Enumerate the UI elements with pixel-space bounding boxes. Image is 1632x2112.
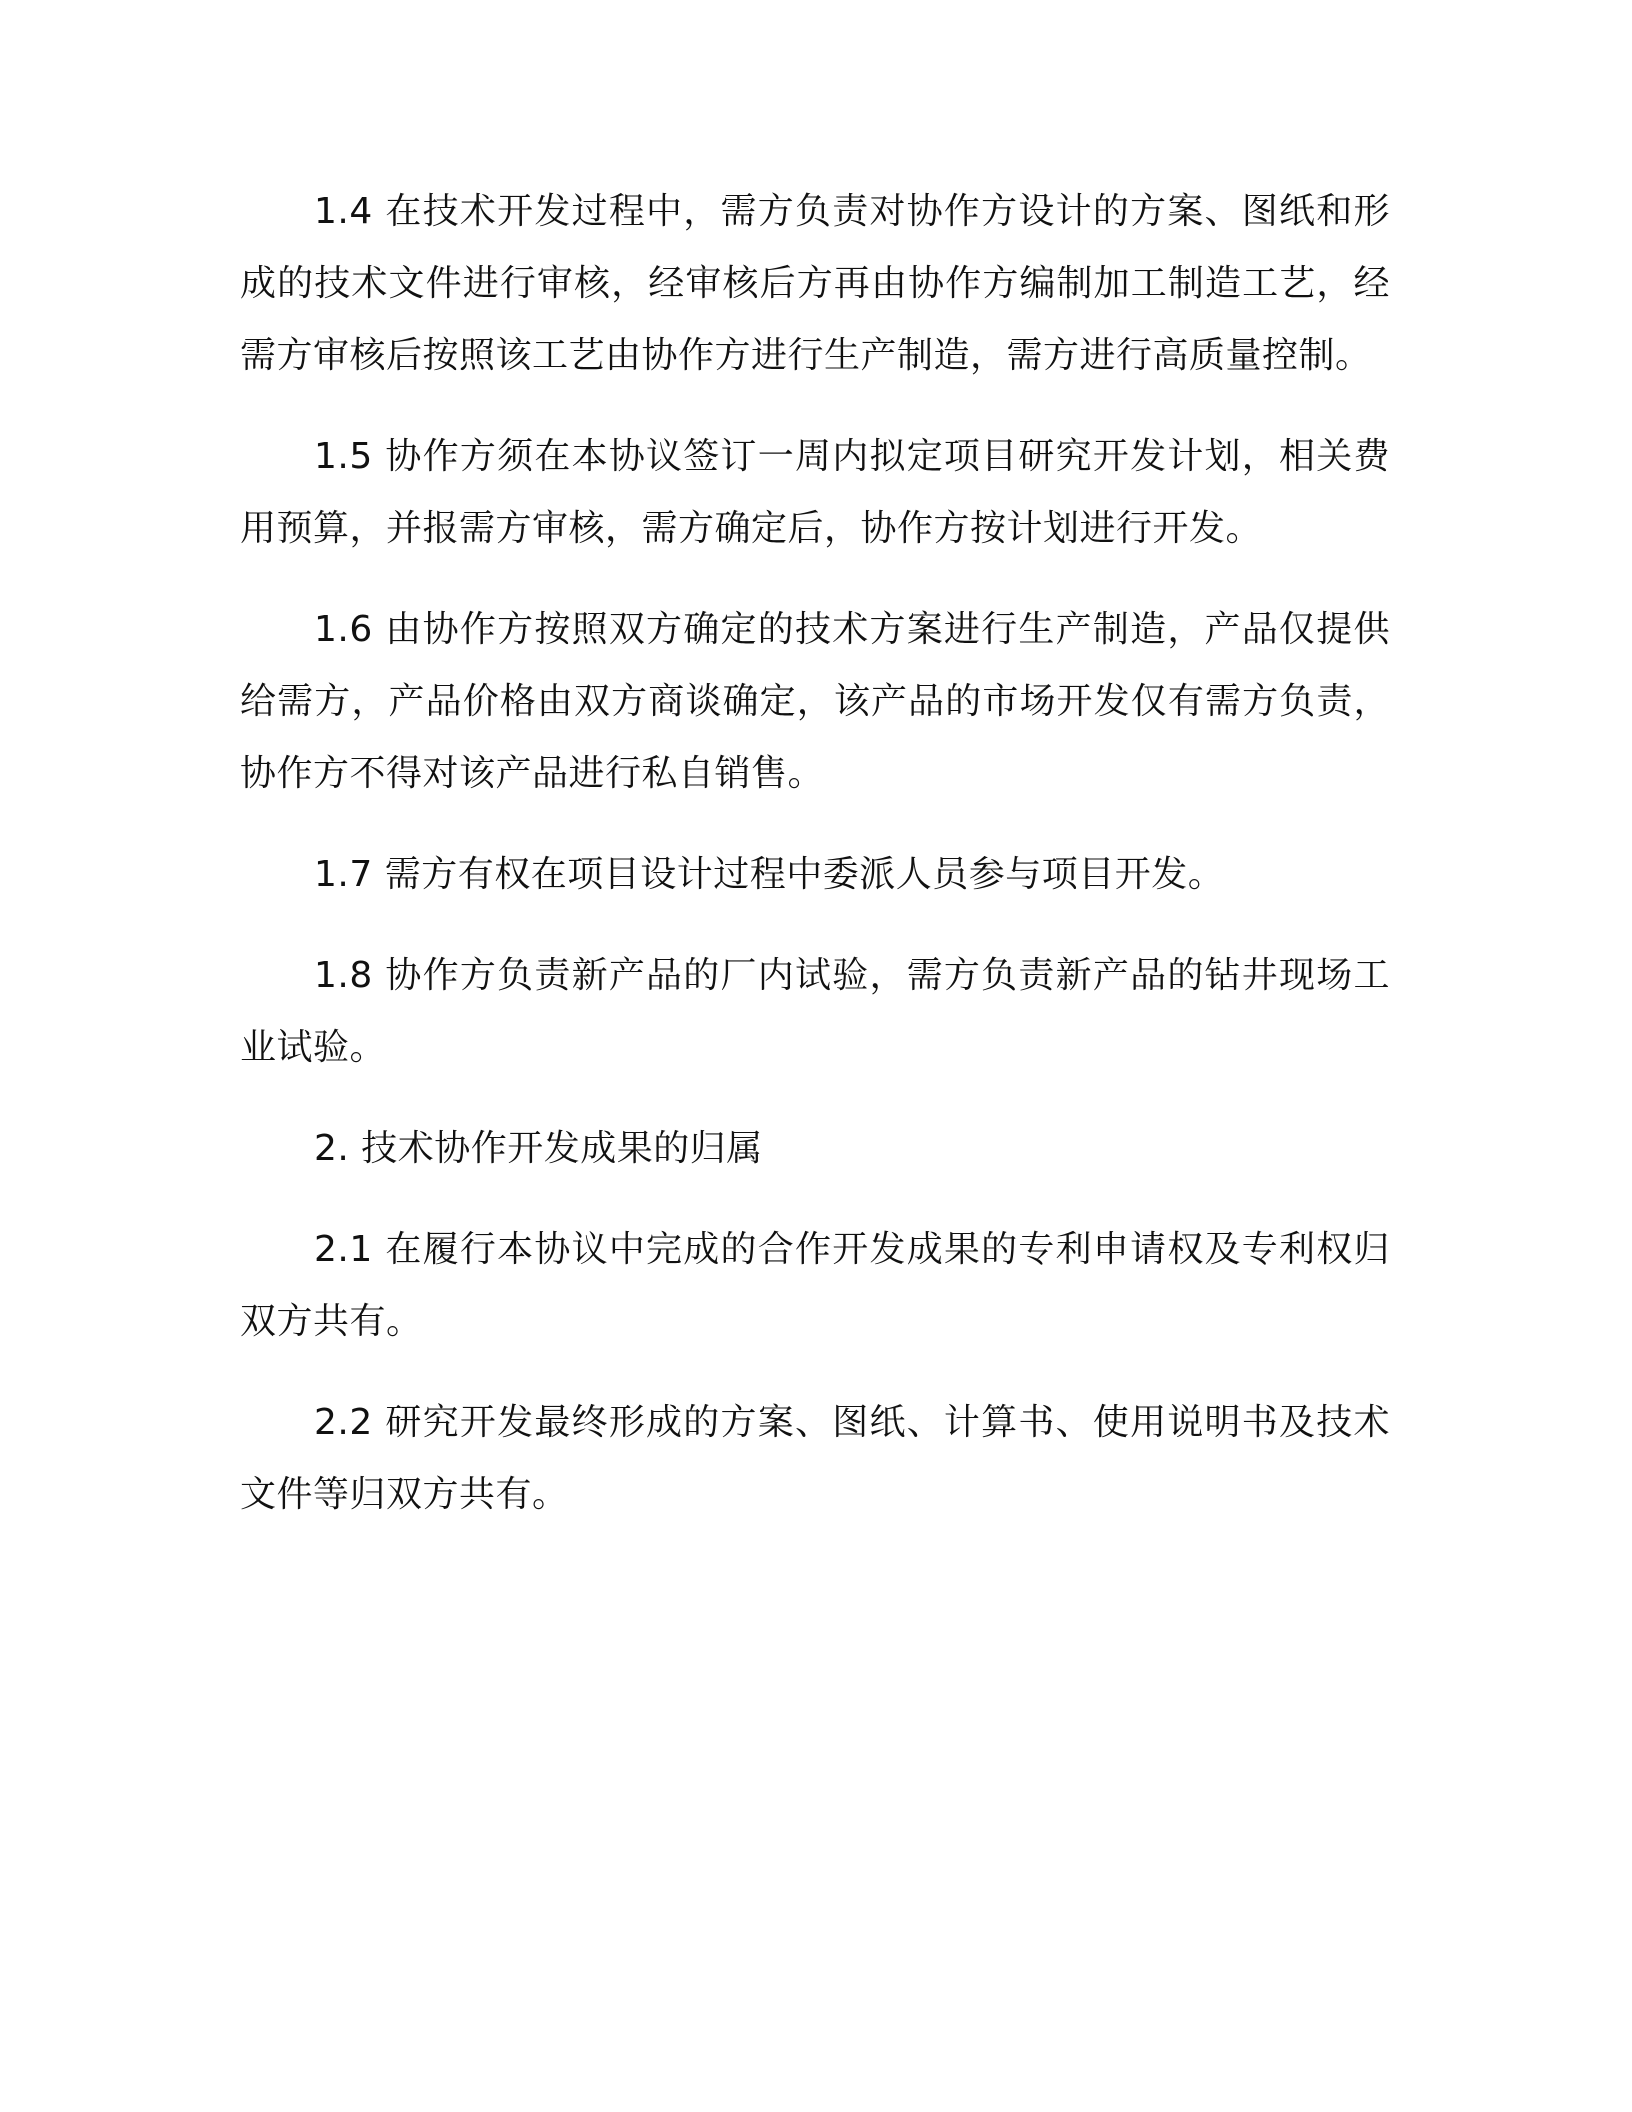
paragraph-1-4: 1.4 在技术开发过程中，需方负责对协作方设计的方案、图纸和形成的技术文件进行审核，经审核后方再由协作方编制加工制造工艺，经需方审核后按照该工艺由协作方进行生产制造，需方进行高质量控制。 xyxy=(240,191,1390,376)
paragraph-1-7: 1.7 需方有权在项目设计过程中委派人员参与项目开发。 xyxy=(314,854,1225,895)
paragraph-1-8: 1.8 协作方负责新产品的厂内试验，需方负责新产品的钻井现场工业试验。 xyxy=(240,955,1390,1068)
paragraph-2-2: 2.2 研究开发最终形成的方案、图纸、计算书、使用说明书及技术文件等归双方共有。 xyxy=(240,1402,1390,1515)
paragraph-1-5: 1.5 协作方须在本协议签订一周内拟定项目研究开发计划，相关费用预算，并报需方审核，需方确定后，协作方按计划进行开发。 xyxy=(240,436,1390,549)
section-heading-2: 2. 技术协作开发成果的归属 xyxy=(314,1128,763,1169)
paragraph-1-6: 1.6 由协作方按照双方确定的技术方案进行生产制造，产品仅提供给需方，产品价格由双方商谈确定，该产品的市场开发仅有需方负责，协作方不得对该产品进行私自销售。 xyxy=(240,609,1390,794)
paragraph-2-1: 2.1 在履行本协议中完成的合作开发成果的专利申请权及专利权归双方共有。 xyxy=(240,1229,1390,1342)
document-body xyxy=(240,176,1390,1560)
